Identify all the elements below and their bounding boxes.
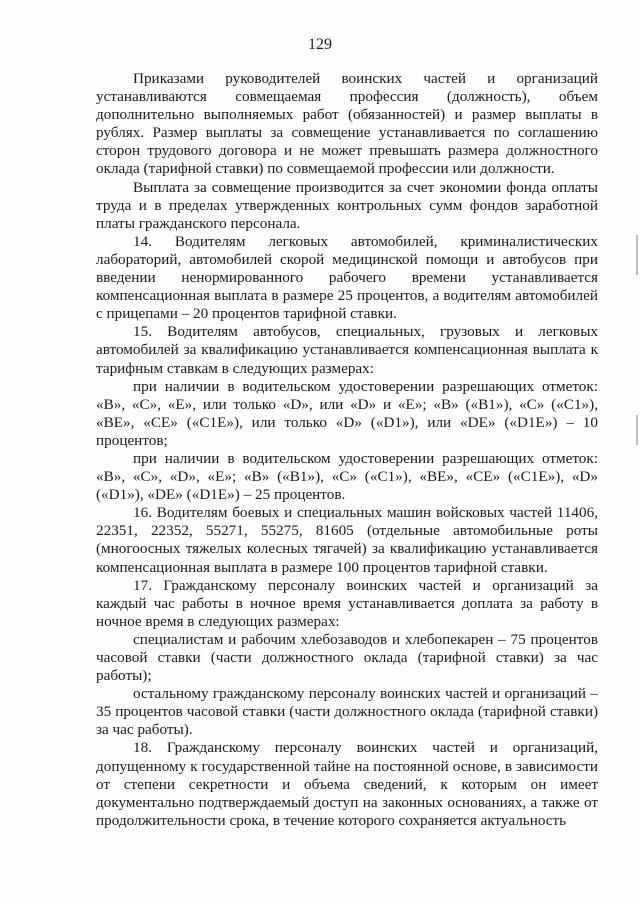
paragraph-item-18: 18. Гражданскому персоналу воинских частей и организаций, допущенному к государственной тайне на постоянной основе, в зависимости от степени секретности и объема сведений, к которым он имеет документально подтверждаемый доступ на законных основаниях, а также от продолжительности срока, в течение которого сохраняется актуальность bbox=[96, 739, 598, 829]
paragraph-combination-funding: Выплата за совмещение производится за счет экономии фонда оплаты труда и в пределах утвержденных контрольных сумм фондов заработной платы гражданского персонала. bbox=[96, 178, 598, 232]
page-number: 129 bbox=[308, 36, 332, 53]
paragraph-item-16: 16. Водителям боевых и специальных машин войсковых частей 11406, 22351, 22352, 55271, 55275, 81605 (отдельные автомобильные роты (многоосных тяжелых колесных тягачей) за квалификацию устанавливается компенсационная выплата в размере 100 процентов тарифной ставки. bbox=[96, 504, 598, 576]
paragraph-item-17-other: остальному гражданскому персоналу воинских частей и организаций – 35 процентов часовой ставки (части должностного оклада (тарифной ставки) за час работы). bbox=[96, 685, 598, 739]
paragraph-item-15-10-percent: при наличии в водительском удостоверении разрешающих отметок: «B», «C», «E», или только «D», или «D» и «E»; «B» («B1»), «C» («C1»), «BE», «CE» («C1E»), или только «D» («D1»), или «DE» («D1E») – 10 процентов; bbox=[96, 377, 598, 449]
document-body bbox=[96, 70, 598, 830]
scan-edge-mark bbox=[636, 235, 638, 275]
paragraph-item-15-25-percent: при наличии в водительском удостоверении разрешающих отметок: «B», «C», «D», «E»; «B» («B1»), «C» («C1»), «BE», «CE» («C1E»), «D» («D1»), «DE» («D1E») – 25 процентов. bbox=[96, 449, 598, 504]
paragraph-item-15: 15. Водителям автобусов, специальных, грузовых и легковых автомобилей за квалификацию устанавливается компенсационная выплата к тарифным ставкам в следующих размерах: bbox=[96, 323, 598, 377]
paragraph-item-17: 17. Гражданскому персоналу воинских частей и организаций за каждый час работы в ночное время устанавливается доплата за работу в ночное время в следующих размерах: bbox=[96, 576, 598, 630]
paragraph-combination-order: Приказами руководителей воинских частей и организаций устанавливаются совмещаемая профессия (должность), объем дополнительно выполняемых работ (обязанностей) и размер выплаты в рублях. Размер выплаты за совмещение устанавливается по соглашению сторон трудового договора и не может превышать размера должностного оклада (тарифной ставки) по совмещаемой профессии или должности. bbox=[96, 70, 598, 178]
scan-edge-mark bbox=[636, 415, 638, 445]
paragraph-item-14: 14. Водителям легковых автомобилей, криминалистических лабораторий, автомобилей скорой медицинской помощи и автобусов при введении ненормированного рабочего времени устанавливается компенсационная выплата в размере 25 процентов, а водителям автомобилей с прицепами – 20 процентов тарифной ставки. bbox=[96, 232, 598, 323]
paragraph-item-17-bakery: специалистам и рабочим хлебозаводов и хлебопекарен – 75 процентов часовой ставки (части должностного оклада (тарифной ставки) за час работы); bbox=[96, 630, 598, 685]
